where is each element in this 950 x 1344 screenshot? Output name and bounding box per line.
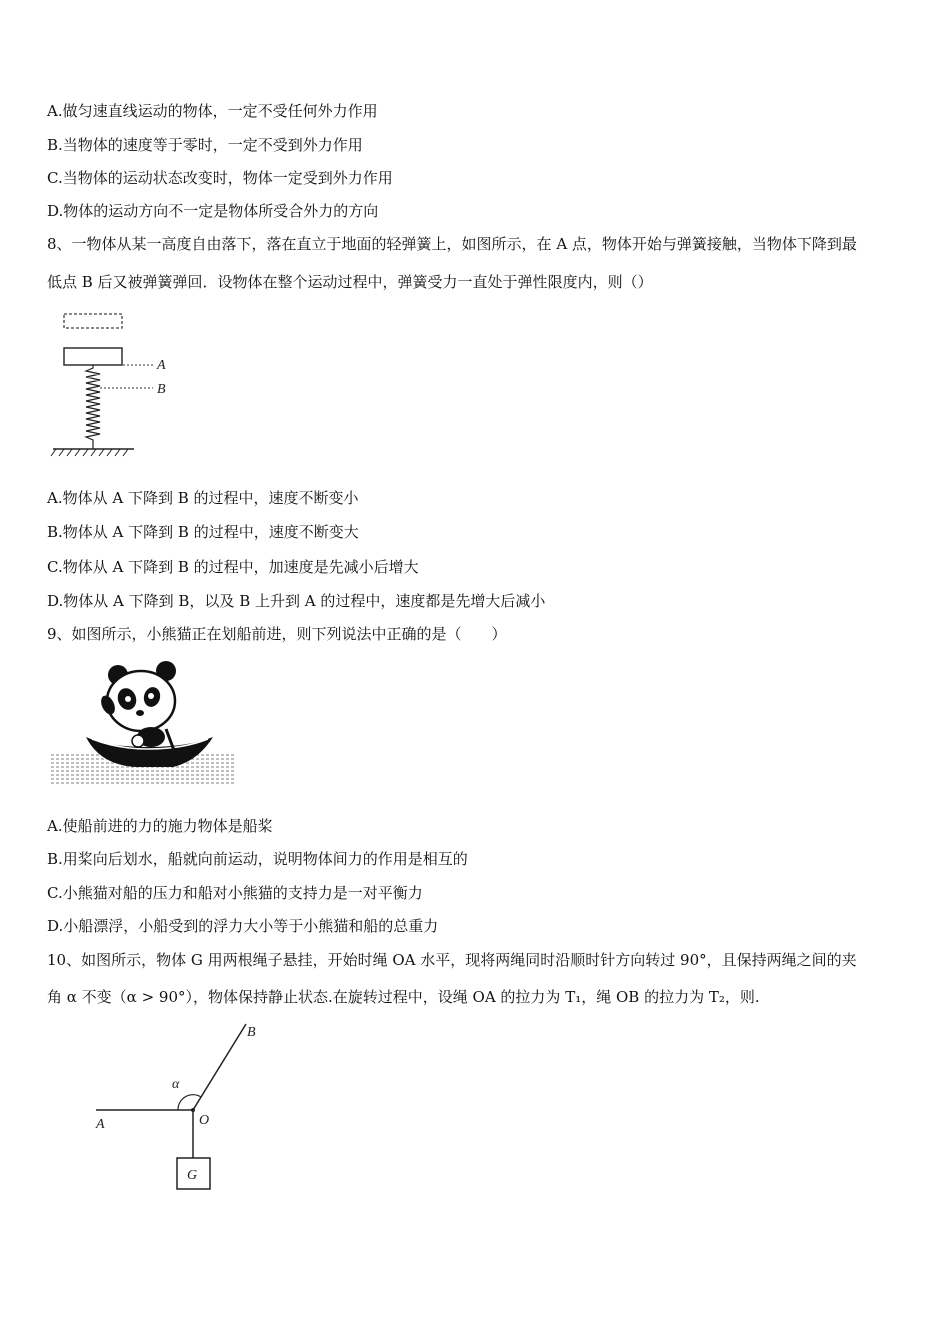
q8-option-b: B.物体从 A 下降到 B 的过程中，速度不断变大 [47, 523, 359, 541]
panda-illustration [98, 661, 176, 747]
rope-ob [193, 1024, 246, 1110]
label-a: A [96, 1117, 105, 1132]
point-o [191, 1108, 195, 1112]
label-alpha: α [172, 1077, 180, 1092]
q10-stem-line2: 角 α 不变（α > 90°），物体保持静止状态.在旋转过程中，设绳 OA 的拉力为 T₁，绳 OB 的拉力为 T₂，则. [47, 988, 760, 1006]
spring-coil [86, 365, 100, 449]
falling-block [64, 348, 122, 365]
label-o: O [199, 1113, 210, 1128]
label-b: B [247, 1025, 256, 1040]
q10-rope-figure [88, 1016, 278, 1201]
q7-option-b: B.当物体的速度等于零时，一定不受到外力作用 [47, 136, 363, 154]
q7-option-c: C.当物体的运动状态改变时，物体一定受到外力作用 [47, 169, 393, 187]
q10-stem-line1: 10、如图所示，物体 G 用两根绳子悬挂，开始时绳 OA 水平，现将两绳同时沿顺时针方向转过 90°，且保持两绳之间的夹 [47, 951, 857, 969]
q9-stem: 9、如图所示，小熊猫正在划船前进，则下列说法中正确的是（ ） [47, 625, 507, 643]
q8-spring-figure [48, 308, 188, 458]
q9-panda-boat-figure [48, 657, 240, 792]
label-g: G [187, 1168, 198, 1183]
initial-position-dashed-box [64, 314, 122, 328]
label-a: A [157, 358, 166, 373]
q9-option-d: D.小船漂浮，小船受到的浮力大小等于小熊猫和船的总重力 [47, 917, 439, 935]
q8-option-d: D.物体从 A 下降到 B，以及 B 上升到 A 的过程中，速度都是先增大后减小 [47, 592, 546, 610]
q9-option-b: B.用桨向后划水，船就向前运动，说明物体间力的作用是相互的 [47, 850, 468, 868]
q7-option-d: D.物体的运动方向不一定是物体所受合外力的方向 [47, 202, 379, 220]
q8-stem-line1: 8、一物体从某一高度自由落下，落在直立于地面的轻弹簧上，如图所示，在 A 点，物体开始与弹簧接触，当物体下降到最 [47, 235, 857, 253]
q7-option-a: A.做匀速直线运动的物体，一定不受任何外力作用 [47, 102, 378, 120]
q9-option-c: C.小熊猫对船的压力和船对小熊猫的支持力是一对平衡力 [47, 884, 423, 902]
q8-stem-line2: 低点 B 后又被弹簧弹回．设物体在整个运动过程中，弹簧受力一直处于弹性限度内，则（） [47, 273, 653, 291]
q9-option-a: A.使船前进的力的施力物体是船桨 [47, 817, 273, 835]
label-b: B [157, 382, 166, 397]
q8-option-c: C.物体从 A 下降到 B 的过程中，加速度是先减小后增大 [47, 558, 419, 576]
q8-option-a: A.物体从 A 下降到 B 的过程中，速度不断变小 [47, 489, 359, 507]
